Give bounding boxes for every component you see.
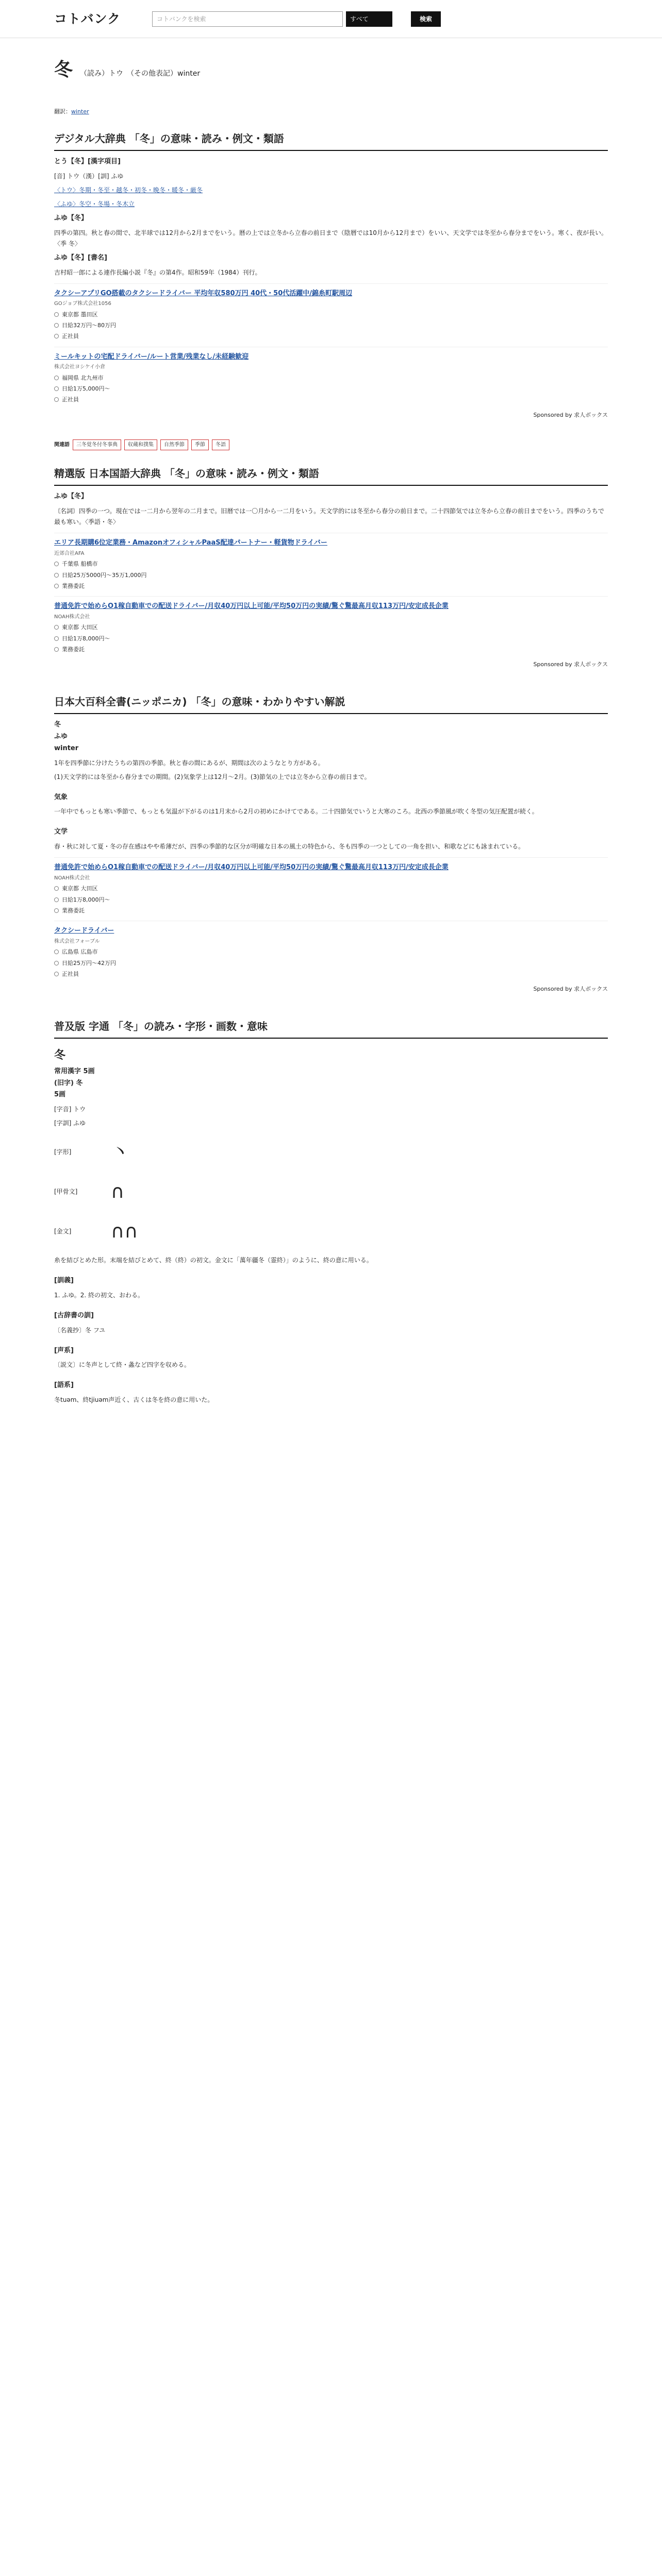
kokugo-section bbox=[54, 460, 608, 680]
type-text: 業務委託 bbox=[62, 907, 85, 914]
location-text: 東京都 大田区 bbox=[62, 885, 98, 892]
glyph-image: ∩∩ bbox=[111, 1221, 138, 1242]
yen-icon bbox=[54, 897, 59, 902]
pay-text: 日給1万8,000円〜 bbox=[62, 896, 110, 903]
job-ad-location bbox=[54, 373, 608, 383]
job-ad-type bbox=[54, 969, 608, 979]
section-heading: [声系] bbox=[54, 1346, 74, 1354]
job-ad-pay bbox=[54, 570, 608, 580]
job-ad-type bbox=[54, 906, 608, 916]
location-icon bbox=[54, 625, 59, 630]
dict-title: 普及版 字通 「冬」の読み・字形・画数・意味 bbox=[54, 1018, 608, 1039]
entry-text: 四季の第四。秋と春の間で、北半球では12月から2月までをいう。暦の上では立冬から立春の前日まで（陰暦では10月から12月まで）をいい、天文学では冬至から春分までをいう。寒く、夜が長い。〈季 冬〉 bbox=[54, 229, 607, 247]
pay-text: 日給1万8,000円〜 bbox=[62, 635, 110, 642]
yen-icon bbox=[54, 961, 59, 965]
job-ad-location bbox=[54, 947, 608, 957]
section-heading: 気象 bbox=[54, 793, 68, 801]
job-ad[interactable] bbox=[54, 921, 608, 979]
jitsu-section bbox=[54, 1012, 608, 1414]
entry-text: 吉村昭一郎による連作長編小説『冬』の第4作。昭和59年（1984）刊行。 bbox=[54, 268, 261, 276]
entry-text: 1. ふゆ。2. 終の初文、おわる。 bbox=[54, 1291, 144, 1299]
job-ad-location bbox=[54, 884, 608, 893]
tag[interactable]: 冬語 bbox=[212, 439, 229, 451]
entry-text: 〔名義抄〕冬 フユ bbox=[54, 1326, 106, 1334]
pay-text: 日給32万円〜80万円 bbox=[62, 322, 116, 329]
job-ad-company: NOAH株式会社 bbox=[54, 875, 90, 881]
job-ad-title[interactable]: 普通免許で始めらO1稼自動車での配送ドライバー/月収40万円以上可能/平均50万円の実績/驚ぐ驚最高月収113万円/安定成長企業 bbox=[54, 863, 449, 871]
entry-text: 〘名詞〙四季の一つ。現在では一二月から翌年の二月まで。旧暦では一〇月から一二月をいう。天文学的には冬至から春分の前日まで。二十四節気では立冬から立春の前日までをいう。四季のうちで最も寒い。〈季語・冬〉 bbox=[54, 507, 604, 526]
type-text: 業務委託 bbox=[62, 646, 85, 653]
glyph-row bbox=[54, 1176, 608, 1208]
tag[interactable]: 三冬覚冬付冬事典 bbox=[73, 439, 121, 451]
job-ad-title[interactable]: タクシーアプリGO搭載のタクシードライバー 平均年収580万円 40代・50代活躍中/錦糸町駅周辺 bbox=[54, 289, 353, 297]
job-ad-company: NOAH株式会社 bbox=[54, 614, 90, 620]
entry-link[interactable]: 〈トウ〉冬期・冬至・越冬・初冬・晩冬・暖冬・厳冬 bbox=[54, 187, 203, 194]
briefcase-icon bbox=[54, 972, 59, 976]
kanji-sub: 常用漢字 5画 bbox=[54, 1067, 95, 1075]
job-ad-title[interactable]: タクシードライバー bbox=[54, 927, 114, 935]
daijisen-section bbox=[54, 125, 608, 430]
page-title: 冬 bbox=[54, 59, 73, 80]
kanji-heading: 冬 bbox=[54, 1049, 66, 1062]
glyph-image: ⼂ bbox=[111, 1142, 130, 1163]
related-tags bbox=[54, 439, 608, 451]
job-ad-title[interactable]: エリア長期購6位定業務・AmazonオフィシャルPaaS配達パートナー・軽貨物ドライバー bbox=[54, 539, 327, 547]
entry-text: 一年中でもっとも寒い季節で、もっとも気温が下がるのは1月末から2月の初めにかけてである。二十四節気でいうと大寒のころ。北西の季節風が吹く冬型の気圧配置が続く。 bbox=[54, 808, 538, 816]
pay-text: 日給1万5,000円〜 bbox=[62, 385, 110, 392]
job-ad[interactable] bbox=[54, 533, 608, 591]
location-text: 東京都 大田区 bbox=[62, 624, 98, 631]
briefcase-icon bbox=[54, 397, 59, 402]
glyph-image: ∩ bbox=[111, 1181, 125, 1202]
job-ad-type bbox=[54, 581, 608, 591]
translation-label: 翻訳： bbox=[54, 108, 71, 115]
yen-icon bbox=[54, 636, 59, 641]
search-scope-select[interactable]: すべて bbox=[346, 11, 392, 27]
type-text: 正社員 bbox=[62, 333, 79, 340]
job-ad-company: 株式会社フォーブル bbox=[54, 938, 100, 944]
job-ad-location bbox=[54, 622, 608, 632]
related-label: 関連語 bbox=[54, 442, 70, 448]
location-icon bbox=[54, 312, 59, 317]
briefcase-icon bbox=[54, 334, 59, 338]
translation bbox=[54, 107, 608, 116]
section-heading: [語系] bbox=[54, 1381, 74, 1389]
sponsor-label: Sponsored by 求人ボックス bbox=[533, 986, 608, 992]
job-ad-location bbox=[54, 559, 608, 569]
job-ad[interactable] bbox=[54, 857, 608, 916]
job-ad-pay bbox=[54, 320, 608, 330]
location-text: 福岡県 北九州市 bbox=[62, 374, 104, 381]
glyph-row bbox=[54, 1136, 608, 1168]
search-button[interactable]: 検索 bbox=[411, 11, 441, 27]
entry-heading: ふゆ【冬】[書名] bbox=[54, 253, 107, 262]
job-ad-company: GOジョブ株式会社1056 bbox=[54, 301, 111, 307]
briefcase-icon bbox=[54, 584, 59, 588]
briefcase-icon bbox=[54, 908, 59, 913]
entry-english: winter bbox=[54, 744, 79, 752]
location-icon bbox=[54, 886, 59, 891]
dict-title: 精選版 日本国語大辞典 「冬」の意味・読み・例文・類語 bbox=[54, 465, 608, 486]
job-ad-pay bbox=[54, 895, 608, 905]
site-logo[interactable]: コトバンク bbox=[54, 11, 121, 26]
job-ad-company: 株式会社ヨシケイ小倉 bbox=[54, 364, 106, 370]
location-icon bbox=[54, 376, 59, 380]
job-ad-company: 近郊合社AFA bbox=[54, 550, 85, 556]
kanji-on: [字音] トウ bbox=[54, 1106, 86, 1113]
entry-heading: 冬 bbox=[54, 721, 61, 729]
job-ad[interactable] bbox=[54, 283, 608, 342]
job-ad-pay bbox=[54, 634, 608, 643]
glyph-label: [金文] bbox=[54, 1228, 72, 1235]
entry-link[interactable]: 〈ふゆ〉冬空・冬場・冬木立 bbox=[54, 200, 135, 208]
job-ad-type bbox=[54, 331, 608, 341]
job-ad-title[interactable]: 普通免許で始めらO1稼自動車での配送ドライバー/月収40万円以上可能/平均50万円の実績/驚ぐ驚最高月収113万円/安定成長企業 bbox=[54, 602, 449, 610]
location-text: 千葉県 船橋市 bbox=[62, 561, 98, 568]
search-input[interactable]: コトバンクを検索 bbox=[152, 11, 343, 27]
sponsor-label: Sponsored by 求人ボックス bbox=[533, 411, 608, 418]
location-text: 広島県 広島市 bbox=[62, 948, 98, 956]
glyph-label: [字形] bbox=[54, 1148, 72, 1156]
type-text: 正社員 bbox=[62, 396, 79, 403]
entry-heading: ふゆ【冬】 bbox=[54, 493, 88, 501]
entry-text: 1年を四季節に分けたうちの第四の季節。秋と春の間にあるが、期間は次のようなとり方がある。 bbox=[54, 759, 324, 767]
job-ad[interactable] bbox=[54, 596, 608, 654]
yen-icon bbox=[54, 386, 59, 391]
kanji-desc: 糸を結びとめた形。末端を結びとめて、終（終）の初文。金文に「萬年疆冬（霊終）」のように、終の意に用いる。 bbox=[54, 1257, 373, 1264]
kanji-old: (旧字) 冬 bbox=[54, 1079, 83, 1087]
entry-text: (1)天文学的には冬至から春分までの期間。(2)気象学上は12月〜2月。(3)節気の上では立冬から立春の前日まで。 bbox=[54, 773, 371, 781]
entry-heading: とう【冬】[漢字項目] bbox=[54, 158, 121, 166]
tag[interactable]: 収蔵和撲集 bbox=[124, 439, 157, 451]
section-heading: [古辞書の訓] bbox=[54, 1311, 94, 1319]
location-icon bbox=[54, 950, 59, 954]
yen-icon bbox=[54, 323, 59, 328]
job-ad-location bbox=[54, 310, 608, 319]
yen-icon bbox=[54, 573, 59, 578]
entry-heading: ふゆ【冬】 bbox=[54, 214, 88, 222]
location-text: 東京都 墨田区 bbox=[62, 311, 98, 318]
nipponica-section bbox=[54, 688, 608, 1004]
pay-text: 日給25万円〜42万円 bbox=[62, 959, 116, 967]
entry-text: 冬tuəm、終tjiuəm声近く、古くは冬を終の意に用いた。 bbox=[54, 1396, 214, 1403]
type-text: 業務委託 bbox=[62, 582, 85, 589]
entry-text: [音] トウ（漢）[訓] ふゆ bbox=[54, 173, 124, 180]
kanji-strokes: 5画 bbox=[54, 1091, 66, 1099]
kanji-kun: [字訓] ふゆ bbox=[54, 1120, 86, 1127]
job-ad[interactable] bbox=[54, 347, 608, 405]
job-ad-pay bbox=[54, 384, 608, 394]
glyph-row bbox=[54, 1215, 608, 1248]
section-heading: 文学 bbox=[54, 828, 68, 836]
entry-reading: ふゆ bbox=[54, 733, 68, 740]
section-heading: [訓義] bbox=[54, 1277, 74, 1284]
entry-text: 〔説文〕に冬声として終・螽など四字を収める。 bbox=[54, 1361, 191, 1369]
sponsor-label: Sponsored by 求人ボックス bbox=[533, 661, 608, 668]
briefcase-icon bbox=[54, 647, 59, 652]
glyph-label: [甲骨文] bbox=[54, 1188, 78, 1195]
job-ad-type bbox=[54, 645, 608, 654]
job-ad-type bbox=[54, 395, 608, 404]
dict-title: 日本大百科全書(ニッポニカ) 「冬」の意味・わかりやすい解説 bbox=[54, 693, 608, 714]
tag[interactable]: 季節 bbox=[191, 439, 209, 451]
header bbox=[0, 0, 662, 38]
tag[interactable]: 自然季節 bbox=[160, 439, 188, 451]
dict-title: デジタル大辞典 「冬」の意味・読み・例文・類語 bbox=[54, 130, 608, 151]
term-heading bbox=[54, 54, 608, 86]
type-text: 正社員 bbox=[62, 970, 79, 977]
translation-link[interactable]: winter bbox=[71, 108, 89, 115]
job-ad-title[interactable]: ミールキットの宅配ドライバー/ルート営業/残業なし/未経験歓迎 bbox=[54, 352, 249, 361]
entry-text: 春・秋に対して夏・冬の存在感はやや希薄だが、四季の季節的な区分が明確な日本の風土の特色から、冬も四季の一つとしての一角を担い、和歌などにも詠まれている。 bbox=[54, 843, 525, 850]
location-icon bbox=[54, 562, 59, 566]
pay-text: 日給25万5000円〜35万1,000円 bbox=[62, 571, 147, 579]
term-reading: （読み）トウ （その他表記）winter bbox=[80, 70, 201, 78]
job-ad-pay bbox=[54, 958, 608, 968]
